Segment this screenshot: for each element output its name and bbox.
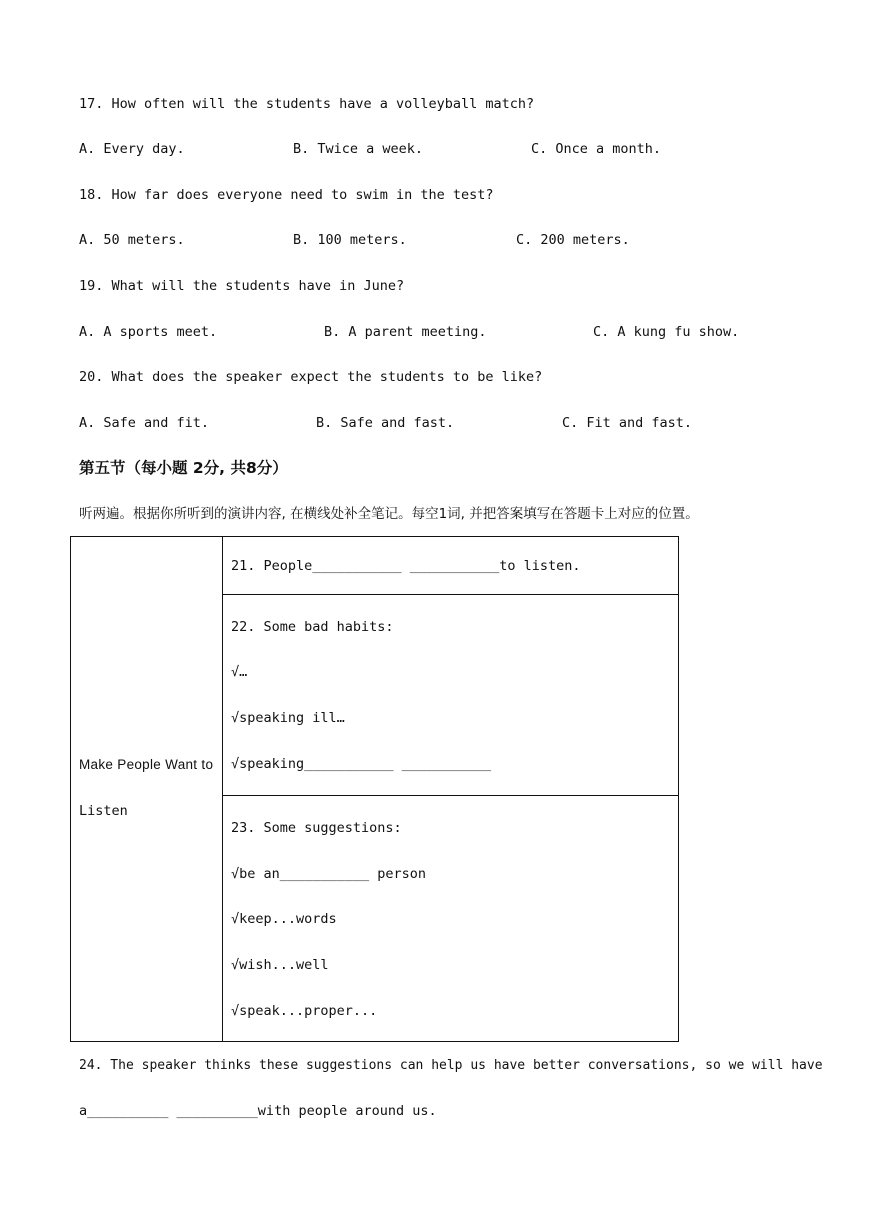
q17-option-c: C. Once a month. (531, 141, 662, 157)
table-column-divider (222, 537, 223, 1041)
table-row-divider (222, 594, 678, 595)
question-17: 17. How often will the students have a volleyball match? (79, 96, 535, 112)
q18-option-a: A. 50 meters. (79, 232, 185, 248)
q22-label: 22. Some bad habits: (231, 619, 394, 635)
q19-option-c: C. A kung fu show. (593, 324, 740, 340)
q20-option-a: A. Safe and fit. (79, 415, 210, 431)
q23-item: √keep...words (231, 911, 337, 927)
section-heading: 第五节（每小题 2分, 共8分） (79, 459, 288, 477)
q19-option-a: A. A sports meet. (79, 324, 218, 340)
q23-item: √be an___________ person (231, 866, 427, 882)
q23-item: √wish...well (231, 957, 329, 973)
question-19: 19. What will the students have in June? (79, 278, 405, 294)
q21-text: 21. People___________ ___________to listen. (231, 558, 581, 574)
q22-item: √… (231, 664, 248, 680)
question-24-line1: 24. The speaker thinks these suggestions can help us have better conversations, so we will have (79, 1058, 823, 1073)
table-title-line1: Make People Want to (79, 757, 214, 772)
q22-item: √speaking ill… (231, 710, 345, 726)
q20-option-b: B. Safe and fast. (316, 415, 455, 431)
q17-option-a: A. Every day. (79, 141, 185, 157)
question-20: 20. What does the speaker expect the students to be like? (79, 369, 543, 385)
table-row-divider (222, 795, 678, 796)
q23-label: 23. Some suggestions: (231, 820, 402, 836)
q19-option-b: B. A parent meeting. (324, 324, 487, 340)
q18-option-b: B. 100 meters. (293, 232, 407, 248)
section-instruction: 听两遍。根据你所听到的演讲内容, 在横线处补全笔记。每空1词, 并把答案填写在答题卡上对应的位置。 (79, 506, 699, 522)
notes-table (70, 536, 679, 1042)
question-18: 18. How far does everyone need to swim in the test? (79, 187, 494, 203)
q22-item: √speaking___________ ___________ (231, 756, 492, 772)
table-title-line2: Listen (79, 803, 128, 819)
q23-item: √speak...proper... (231, 1003, 378, 1019)
question-24-line2: a__________ __________with people around us. (79, 1103, 437, 1119)
q20-option-c: C. Fit and fast. (562, 415, 693, 431)
q18-option-c: C. 200 meters. (516, 232, 630, 248)
q17-option-b: B. Twice a week. (293, 141, 424, 157)
